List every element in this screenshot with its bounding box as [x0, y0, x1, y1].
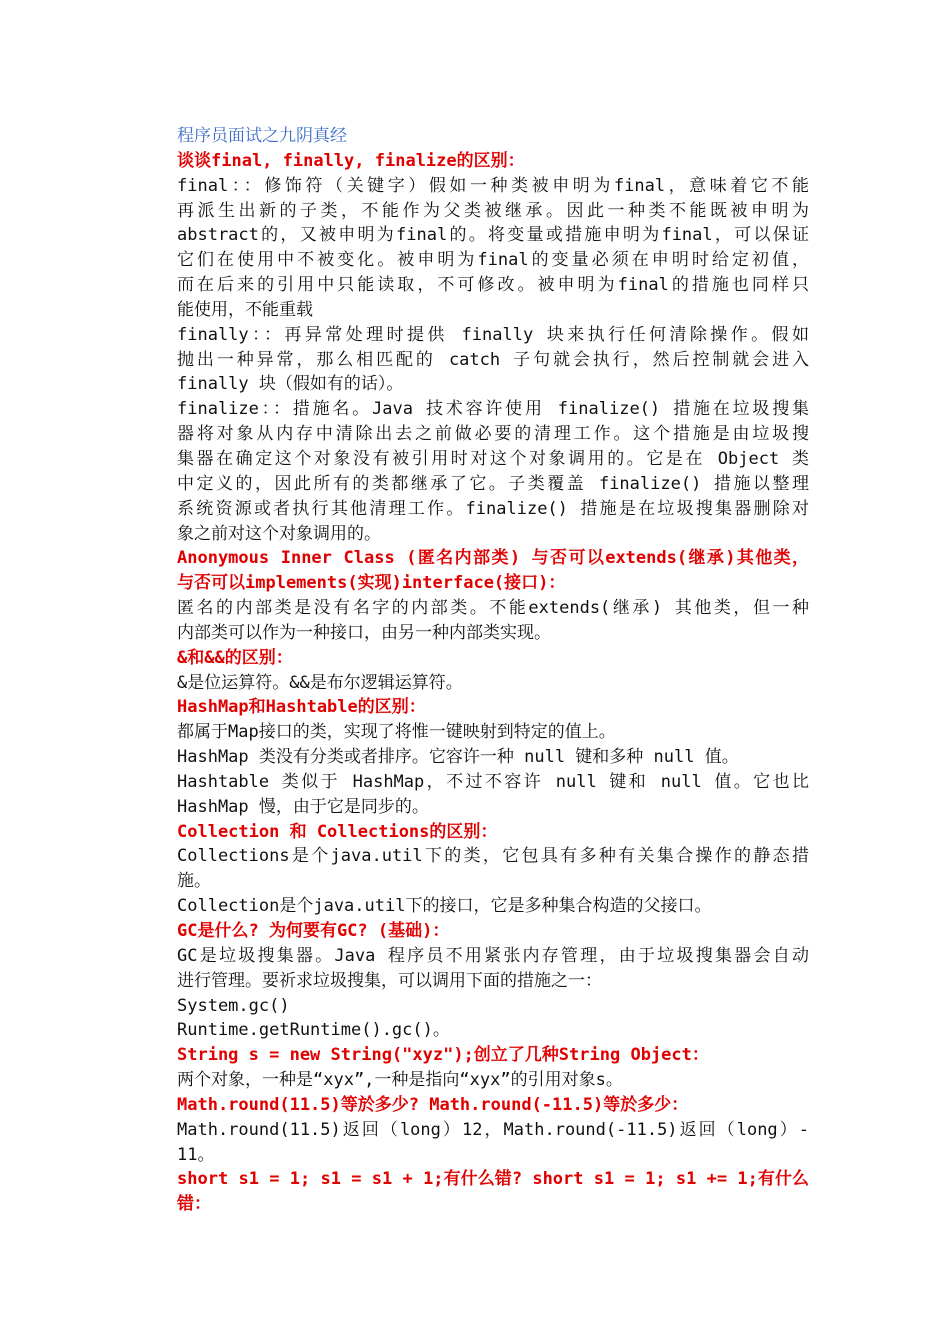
paragraph-line: Math.round(11.5)返回（long）12，Math.round(-11.5)返回（long）-	[177, 1119, 809, 1140]
paragraph-line: System.gc()	[177, 995, 290, 1016]
paragraph-line: finalize：：措施名。Java 技术容许使用 finalize() 措施在垃圾搜集	[177, 399, 809, 420]
paragraph-line: 象之前对这个对象调用的。	[177, 523, 381, 544]
paragraph-line: 内部类可以作为一种接口，由另一种内部类实现。	[177, 622, 551, 643]
paragraph-line: 两个对象，一种是“xyx”,一种是指向“xyx”的引用对象s。	[177, 1070, 623, 1091]
paragraph-line: 施。	[177, 871, 211, 892]
paragraph-line: &是位运算符。&&是布尔逻辑运算符。	[177, 672, 463, 693]
paragraph-line: Hashtable 类似于 HashMap，不过不容许 null 键和 null 值。它也比	[177, 771, 809, 792]
paragraph-line: 系统资源或者执行其他清理工作。finalize() 措施是在垃圾搜集器删除对	[177, 498, 809, 519]
paragraph-line: finally 块（假如有的话）。	[177, 374, 404, 395]
paragraph-line: HashMap 类没有分类或者排序。它容许一种 null 键和多种 null 值。	[177, 747, 739, 768]
paragraph-line: finally：：再异常处理时提供 finally 块来执行任何清除操作。假如	[177, 324, 809, 345]
paragraph-line: 进行管理。要祈求垃圾搜集，可以调用下面的措施之一：	[177, 970, 602, 991]
paragraph-line: Collection是个java.util下的接口，它是多种集合构造的父接口。	[177, 896, 712, 917]
section-heading: Math.round(11.5)等於多少? Math.round(-11.5)等於多少：	[177, 1094, 689, 1115]
paragraph-line: 器将对象从内存中清除出去之前做必要的清理工作。这个措施是由垃圾搜	[177, 424, 809, 445]
paragraph-line: 而在后来的引用中只能读取，不可修改。被申明为final的措施也同样只	[177, 275, 809, 296]
paragraph-line: Collections是个java.util下的类，它包具有多种有关集合操作的静态措	[177, 846, 809, 867]
paragraph-line: 能使用，不能重载	[177, 299, 313, 320]
paragraph-line: Runtime.getRuntime().gc()。	[177, 1020, 450, 1041]
document-body	[177, 124, 809, 1217]
paragraph-line: 匿名的内部类是没有名字的内部类。不能extends(继承) 其他类，但一种	[177, 598, 809, 619]
paragraph-line: 中定义的，因此所有的类都继承了它。子类覆盖 finalize() 措施以整理	[177, 473, 809, 494]
paragraph-line: 再派生出新的子类，不能作为父类被继承。因此一种类不能既被申明为	[177, 200, 809, 221]
paragraph-line: 11。	[177, 1144, 215, 1165]
section-heading: GC是什么? 为何要有GC? (基础)：	[177, 921, 450, 941]
section-heading: String s = new String("xyz");创立了几种String Object：	[177, 1045, 709, 1066]
paragraph-line: HashMap 慢，由于它是同步的。	[177, 796, 429, 817]
paragraph-line: 都属于Map接口的类，实现了将惟一键映射到特定的值上。	[177, 722, 616, 743]
section-heading: 谈谈final, finally, finalize的区别：	[177, 150, 525, 171]
section-heading: &和&&的区别：	[177, 647, 293, 668]
paragraph-line: final：：修饰符（关键字）假如一种类被申明为final，意味着它不能	[177, 175, 809, 196]
section-heading: Collection 和 Collections的区别：	[177, 821, 498, 842]
paragraph-line: 集器在确定这个对象没有被引用时对这个对象调用的。它是在 Object 类	[177, 448, 809, 469]
paragraph-line: 抛出一种异常，那么相匹配的 catch 子句就会执行，然后控制就会进入	[177, 349, 809, 370]
section-heading: 错：	[177, 1194, 211, 1215]
section-heading: HashMap和Hashtable的区别：	[177, 697, 426, 718]
document-title: 程序员面试之九阴真经	[177, 126, 347, 146]
paragraph-line: GC是垃圾搜集器。Java 程序员不用紧张内存管理，由于垃圾搜集器会自动	[177, 945, 809, 966]
section-heading: short s1 = 1; s1 = s1 + 1;有什么错? short s1 = 1; s1 += 1;有什么	[177, 1169, 809, 1190]
section-heading: 与否可以implements(实现)interface(接口)：	[177, 573, 566, 594]
paragraph-line: 它们在使用中不被变化。被申明为final的变量必须在申明时给定初值，	[177, 250, 809, 271]
paragraph-line: abstract的，又被申明为final的。将变量或措施申明为final，可以保证	[177, 225, 809, 246]
section-heading: Anonymous Inner Class (匿名内部类) 与否可以extends(继承)其他类，	[177, 548, 809, 569]
